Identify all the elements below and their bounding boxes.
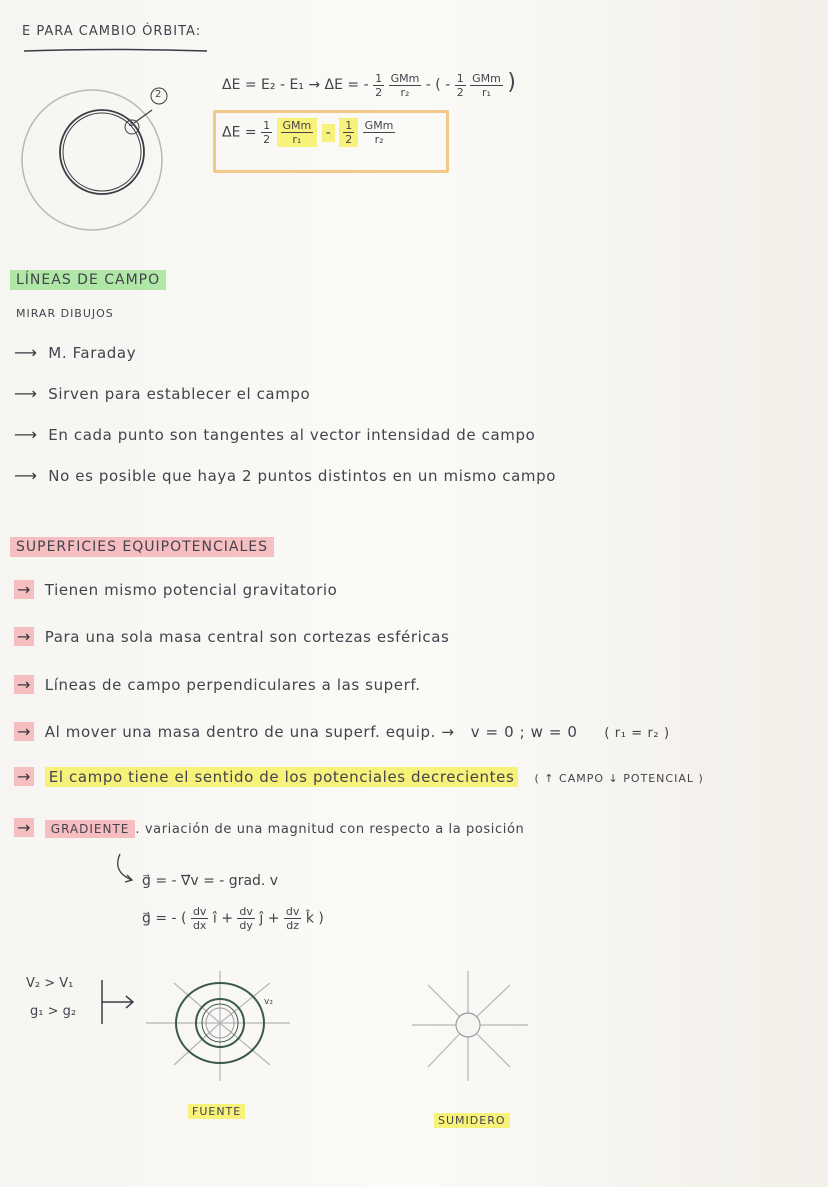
frac-den: r₂ xyxy=(374,133,384,146)
list-item xyxy=(14,425,535,444)
boxed-prefix: ΔE = xyxy=(222,124,257,141)
delta-e-formula xyxy=(222,70,516,99)
bracket-arrow-icon xyxy=(98,978,138,1028)
arrow-right-icon: → xyxy=(14,767,34,786)
field-relation: g₁ > g₂ xyxy=(30,1004,77,1019)
orbit-label-2: 2 xyxy=(155,89,162,100)
frac-num: 1 xyxy=(263,119,271,132)
list-item xyxy=(14,675,421,694)
list-item xyxy=(14,722,670,741)
fraction xyxy=(191,905,209,932)
list-item xyxy=(14,466,556,485)
list-item-text: Sirven para establecer el campo xyxy=(48,385,311,403)
frac-den: r₂ xyxy=(400,85,410,99)
sumidero-diagram xyxy=(406,965,536,1085)
curved-arrow-icon xyxy=(110,852,140,888)
boxed-minus: - xyxy=(322,124,335,142)
frac-num: 1 xyxy=(375,71,383,85)
arrow-right-icon: ⟶ xyxy=(14,384,38,403)
v2-label: v₂ xyxy=(264,997,273,1007)
gradient-eq-1: g⃗ = - ∇⃗v = - grad. v xyxy=(142,873,279,889)
list-item-text: No es posible que haya 2 puntos distintos en un mismo campo xyxy=(48,467,556,485)
list-item xyxy=(14,343,136,362)
arrow-right-icon: ⟶ xyxy=(14,343,38,362)
list-item-text: Líneas de campo perpendiculares a las superf. xyxy=(44,676,421,694)
arrow-right-icon: ⟶ xyxy=(14,466,38,485)
heading-superficies-equipotenciales: SUPERFICIES EQUIPOTENCIALES xyxy=(10,537,274,557)
eq2-j: ĵ + xyxy=(259,910,280,927)
fraction xyxy=(470,72,503,99)
formula-prefix: ΔE = E₂ - E₁ → ΔE = - xyxy=(222,77,369,93)
frac-den: dz xyxy=(286,919,300,932)
fraction xyxy=(363,119,396,146)
section-title-orbit: E PARA CAMBIO ÓRBITA: xyxy=(22,24,202,39)
eq2-prefix: g⃗ = - ( xyxy=(142,910,187,927)
title-underline xyxy=(22,46,212,54)
eq2-i: î + xyxy=(212,910,233,927)
boxed-formula-content xyxy=(222,118,395,147)
fraction xyxy=(389,72,422,99)
frac-num: dv xyxy=(285,905,300,918)
formula-close: ) xyxy=(507,70,516,95)
orbit-label-1: 1 xyxy=(128,119,134,129)
frac-num: 1 xyxy=(345,119,353,132)
gradiente-label: GRADIENTE xyxy=(45,820,136,838)
frac-den: 2 xyxy=(345,133,353,146)
campo-potencial-note: ( ↑ CAMPO ↓ POTENCIAL ) xyxy=(534,772,704,785)
frac-den: 2 xyxy=(263,133,271,146)
fraction xyxy=(261,119,272,146)
sumidero-label: SUMIDERO xyxy=(434,1113,510,1128)
fuente-label: FUENTE xyxy=(188,1104,245,1119)
arrow-right-icon: → xyxy=(14,818,34,837)
list-item-text: El campo tiene el sentido de los potenciales decrecientes xyxy=(45,767,519,787)
eq2-k: k̂ ) xyxy=(305,910,324,927)
list-item-text: Al mover una masa dentro de una superf. equip. → xyxy=(44,723,455,741)
list-item-text: Tienen mismo potencial gravitatorio xyxy=(44,581,338,599)
subheading-mirar-dibujos: MIRAR DIBUJOS xyxy=(16,307,114,320)
arrow-right-icon: → xyxy=(14,627,34,646)
frac-den: dx xyxy=(192,919,207,932)
list-item xyxy=(14,627,449,646)
fraction xyxy=(277,118,318,147)
formula-mid: - ( - xyxy=(425,77,451,93)
frac-num: dv xyxy=(239,905,253,918)
fuente-diagram xyxy=(140,965,300,1085)
orbit-diagram xyxy=(14,80,184,230)
fraction xyxy=(237,905,255,932)
potential-relation: V₂ > V₁ xyxy=(26,976,74,991)
fraction xyxy=(284,905,302,932)
list-item-text: En cada punto son tangentes al vector intensidad de campo xyxy=(48,426,536,444)
arrow-right-icon: ⟶ xyxy=(14,425,38,444)
heading-lineas-de-campo: LÍNEAS DE CAMPO xyxy=(10,270,166,290)
list-item-text: M. Faraday xyxy=(48,344,137,362)
frac-den: 2 xyxy=(456,85,464,99)
arrow-right-icon: → xyxy=(14,722,34,741)
list-item xyxy=(14,384,310,403)
gradient-eq-2 xyxy=(142,905,324,932)
frac-den: 2 xyxy=(375,85,383,99)
list-item xyxy=(14,580,337,599)
frac-num: GMm xyxy=(282,119,312,132)
list-item-text: Para una sola masa central son cortezas esféricas xyxy=(44,628,450,646)
frac-num: 1 xyxy=(456,71,464,85)
radius-note: ( r₁ = r₂ ) xyxy=(604,726,670,741)
frac-den: r₁ xyxy=(292,133,302,146)
arrow-right-icon: → xyxy=(14,580,34,599)
fraction xyxy=(455,72,466,99)
frac-den: dy xyxy=(239,919,253,932)
frac-num: dv xyxy=(192,905,207,918)
list-item xyxy=(14,767,704,786)
frac-den: r₁ xyxy=(482,85,491,99)
work-values: v = 0 ; w = 0 xyxy=(470,723,578,741)
frac-num: GMm xyxy=(472,71,501,85)
fraction xyxy=(339,118,358,147)
gradiente-definition: . variación de una magnitud con respecto a la posición xyxy=(135,822,525,837)
fraction xyxy=(373,72,384,99)
frac-num: GMm xyxy=(390,71,420,85)
arrow-right-icon: → xyxy=(14,675,34,694)
frac-num: GMm xyxy=(364,119,394,132)
list-item xyxy=(14,818,524,837)
